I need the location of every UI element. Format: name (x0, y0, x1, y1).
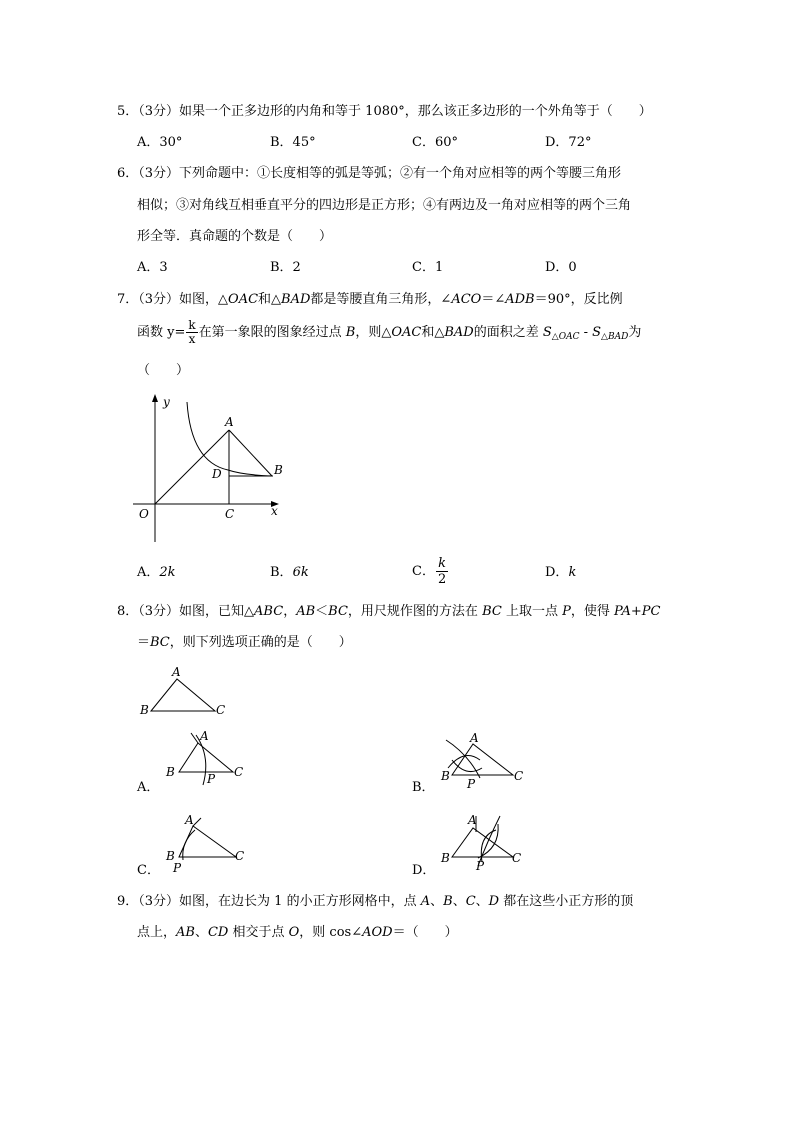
q7-option-c: C． $\frac{k}{2}$ (412, 556, 447, 587)
q6-option-a: A．3 (137, 260, 168, 275)
q9-line1: 9．（3分）如图，在边长为 1 的小正方形网格中，点 A、B、C、D 都在这些小正方形的顶 (117, 894, 634, 909)
q8-option-d-figure (438, 810, 533, 872)
q9-line2: 点上，AB、CD 相交于点 O，则 cos∠AOD＝（ ） (137, 925, 458, 940)
label-p: P (476, 859, 485, 872)
label-b: B (166, 765, 175, 779)
label-c: C (225, 507, 235, 521)
q6-line3: 形全等．真命题的个数是（ ） (137, 229, 333, 244)
q5-option-d: D．72° (545, 135, 592, 150)
label-d: D (212, 467, 222, 481)
hyperbola-curve (187, 402, 273, 476)
q8-option-d-label: D． (412, 863, 436, 878)
q7-figure (125, 392, 290, 547)
q8-option-a-label: A． (137, 780, 160, 795)
label-b: B (274, 463, 283, 477)
label-b: B (441, 769, 450, 783)
q7-line1: 7．（3分）如图，△OAC和△BAD都是等腰直角三角形，∠ACO＝∠ADB＝90°，反比例 (117, 292, 623, 307)
q7-line2: 函数 y= $\frac{k}{x}$ 在第一象限的图象经过点 B，则△OAC和△BAD的面积之差 $S_{\triangle OAC} - S_{\triangle BAD}$为 (137, 318, 642, 346)
label-c: C (514, 769, 524, 783)
segment-ab (229, 430, 272, 476)
q8-option-b-label: B． (412, 780, 435, 795)
label-b: B (140, 703, 149, 717)
label-a: A (468, 813, 477, 827)
q6-option-c: C．1 (412, 260, 444, 275)
q8-line2: ＝BC，则下列选项正确的是（ ） (137, 635, 352, 650)
label-p: P (467, 777, 476, 791)
q8-option-b-figure (438, 730, 533, 792)
label-a: A (172, 665, 181, 679)
q7-answer-paren: （ ） (137, 363, 190, 378)
label-b: B (166, 849, 175, 863)
q7-option-b: B．6k (270, 565, 309, 580)
label-c: C (512, 851, 522, 865)
q7-fraction: $\frac{k}{x}$ (188, 318, 196, 346)
label-c: C (235, 849, 245, 863)
q5-option-b: B．45° (270, 135, 316, 150)
q8-given-triangle (138, 662, 238, 718)
label-x: x (271, 504, 278, 518)
label-o: O (139, 507, 149, 521)
q6-option-d: D．0 (545, 260, 577, 275)
label-b: B (441, 851, 450, 865)
y-axis-arrow (152, 394, 158, 402)
q8-option-c-label: C． (137, 863, 160, 878)
label-y: y (163, 395, 170, 409)
q5-stem: 5．（3分）如果一个正多边形的内角和等于 1080°，那么该正多边形的一个外角等于（ ） (117, 104, 652, 119)
q8-option-c-figure (163, 812, 253, 874)
q6-line1: 6．（3分）下列命题中：①长度相等的弧是等弧；②有一个角对应相等的两个等腰三角形 (117, 166, 622, 181)
label-a: A (185, 813, 194, 827)
q5-option-a: A．30° (137, 135, 183, 150)
label-p: P (173, 861, 182, 874)
q5-option-c: C．60° (412, 135, 458, 150)
q6-option-b: B．2 (270, 260, 301, 275)
label-p: P (207, 772, 216, 786)
label-a: A (470, 731, 479, 745)
q7-option-a: A．2k (137, 565, 176, 580)
q8-line1: 8．（3分）如图，已知△ABC，AB＜BC，用尺规作图的方法在 BC 上取一点 P，使得 PA+PC (117, 604, 661, 619)
label-a: A (225, 415, 234, 429)
label-c: C (216, 703, 226, 717)
q6-line2: 相似；③对角线互相垂直平分的四边形是正方形；④有两边及一角对应相等的两个三角 (137, 198, 632, 213)
q8-option-a-figure (163, 727, 253, 789)
q7-option-d: D．k (545, 565, 577, 580)
label-a: A (200, 729, 209, 743)
label-c: C (234, 765, 244, 779)
